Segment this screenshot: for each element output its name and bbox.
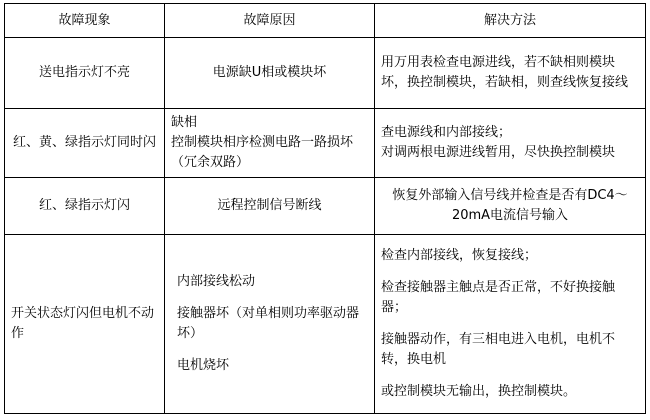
- symptom-cell: 送电指示灯不亮: [5, 38, 165, 109]
- cause-cell: [165, 109, 375, 178]
- table-row: [5, 109, 646, 178]
- symptom-cell: 红、绿指示灯闪: [5, 178, 165, 235]
- solution-cell: [375, 109, 646, 178]
- fault-table: [4, 3, 646, 414]
- cause-cell: [165, 235, 375, 414]
- solution-text: 或控制模块无输出，换控制模块。: [381, 384, 577, 399]
- solution-text: 对调两根电源进线暂用，尽快换控制模块: [381, 145, 616, 160]
- header-solution: 解决方法: [375, 4, 646, 38]
- table-row: [5, 178, 646, 235]
- solution-text: 检查接触器主触点是否正常，不好换接触器；: [381, 280, 616, 315]
- symptom-cell: 红、黄、绿指示灯同时闪: [5, 109, 165, 178]
- cause-text: 内部接线松动: [177, 274, 256, 289]
- cause-text: 缺相: [171, 115, 198, 130]
- cause-cell: 电源缺U相或模块坏: [165, 38, 375, 109]
- cause-text: 控制模块相序检测电路一路损坏（冗余双路）: [171, 135, 354, 170]
- solution-cell: 恢复外部输入信号线并检查是否有DC4～20mA电流信号输入: [375, 178, 646, 235]
- symptom-cell: 开关状态灯闪但电机不动作: [5, 235, 165, 414]
- cause-cell: 远程控制信号断线: [165, 178, 375, 235]
- solution-text: 查电源线和内部接线；: [381, 125, 512, 140]
- table-header-row: [5, 4, 646, 38]
- table-row: [5, 38, 646, 109]
- header-cause: 故障原因: [165, 4, 375, 38]
- cause-text: 电机烧坏: [177, 358, 230, 373]
- header-symptom: 故障现象: [5, 4, 165, 38]
- solution-text: 检查内部接线，恢复接线；: [381, 248, 538, 263]
- solution-cell: 用万用表检查电源进线，若不缺相则模块坏，换控制模块，若缺相，则查线恢复接线: [375, 38, 646, 109]
- solution-cell: [375, 235, 646, 414]
- cause-text: 接触器坏（对单相则功率驱动器坏）: [177, 306, 360, 341]
- table-row: [5, 235, 646, 414]
- solution-text: 接触器动作，有三相电进入电机，电机不转，换电机: [381, 332, 616, 367]
